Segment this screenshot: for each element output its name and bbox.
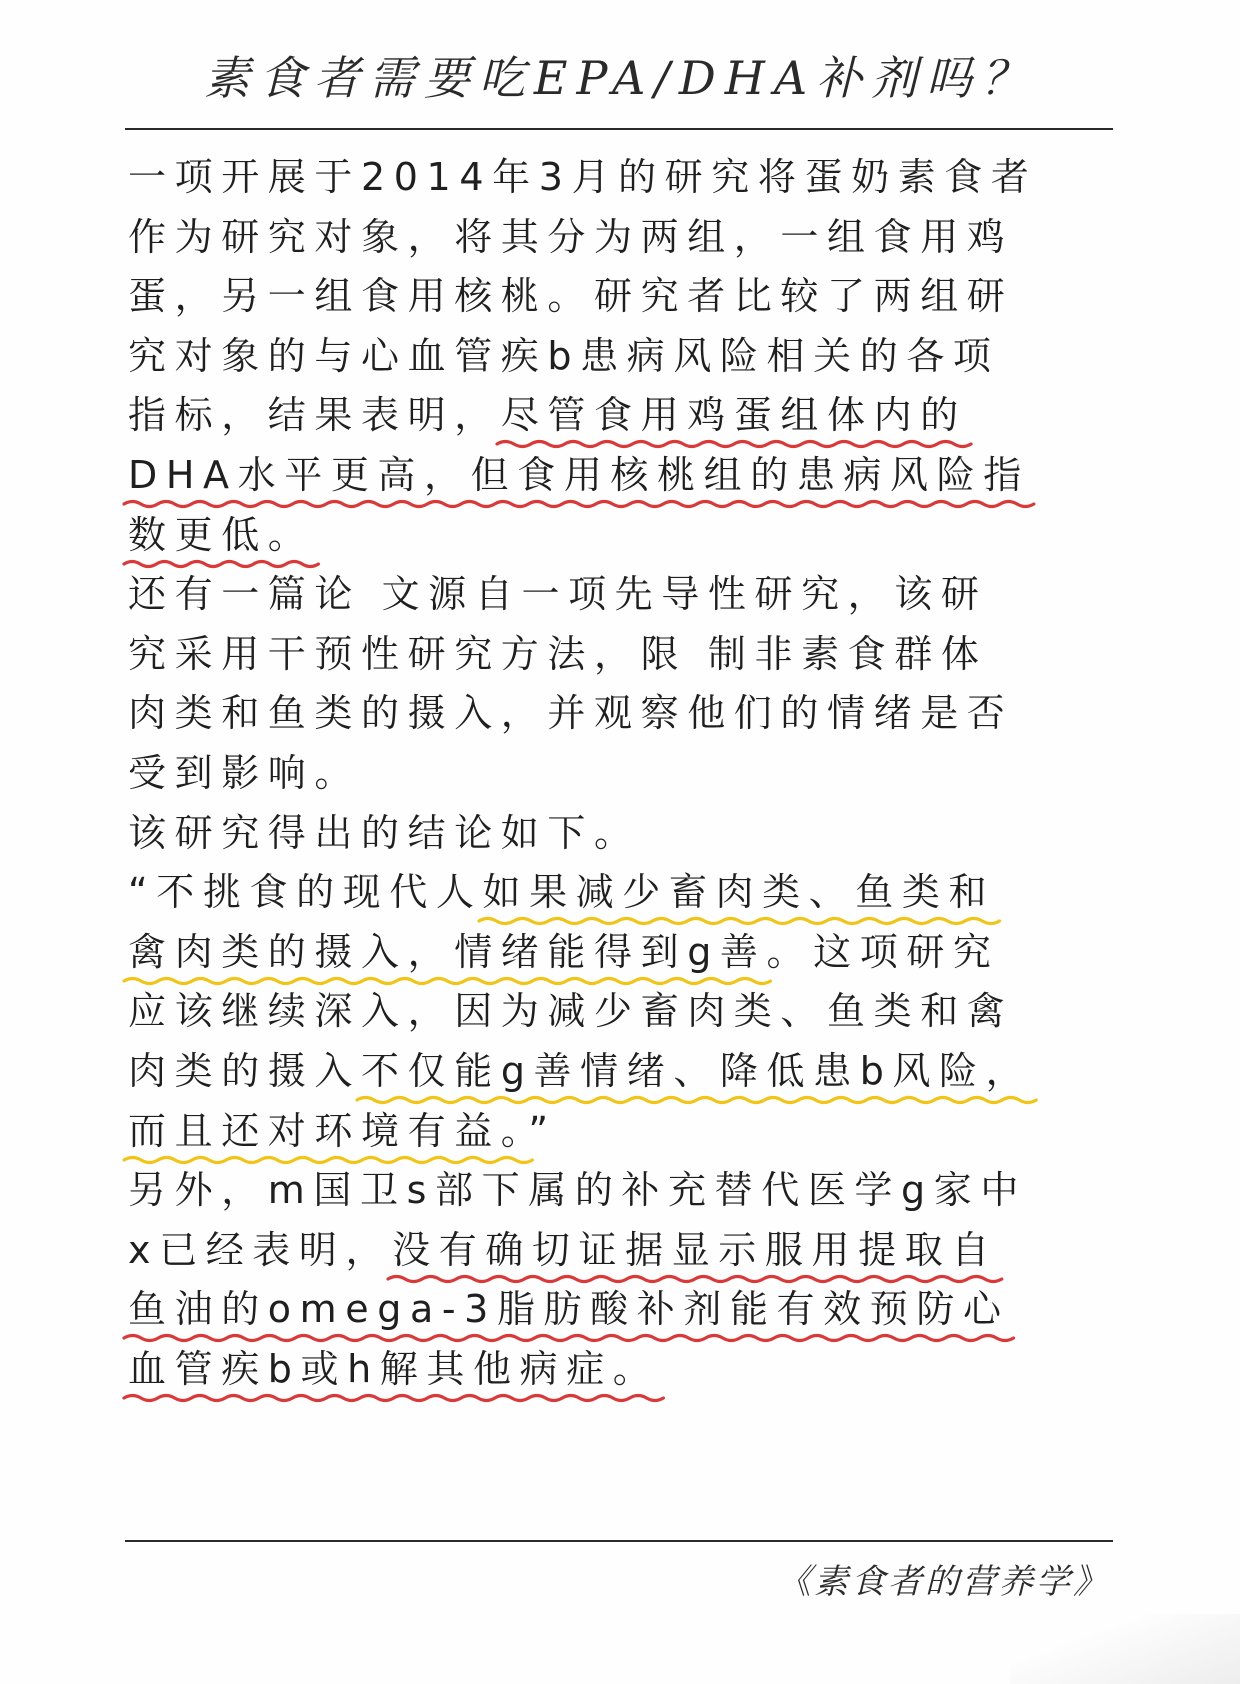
- text-segment: 还有一篇论 文源自一项先导性研究，该研: [128, 572, 988, 617]
- text-segment: 指标，结果表明，: [128, 393, 501, 438]
- red-underlined-text: DHA水平更高，但食用核桃组的患病风险指: [128, 453, 1030, 497]
- text-segment: 肉类和鱼类的摄入，并观察他们的情绪是否: [128, 691, 1014, 736]
- text-line: [128, 1046, 1032, 1096]
- text-line: [128, 1284, 1010, 1334]
- text-line: [128, 629, 987, 679]
- page-title: 素食者需要吃EPA/DHA补剂吗？: [203, 51, 1037, 105]
- text-line: [128, 510, 314, 560]
- text-line: [128, 390, 967, 440]
- text-segment: 作为研究对象，将其分为两组，一组食用鸡: [128, 214, 1014, 259]
- red-underlined-text: 鱼油的omega-3脂肪酸补剂能有效预防心: [128, 1287, 1010, 1331]
- source-citation: 《素食者的营养学》: [777, 1562, 1110, 1602]
- text-line: [128, 927, 1000, 977]
- text-segment: 另外，m国卫s部下属的补充替代医学g家中: [128, 1168, 1027, 1213]
- text-line: [128, 271, 1013, 321]
- red-underlined-text: 没有确切证据显示服用提取自: [392, 1228, 998, 1272]
- text-segment: 受到影响。: [128, 751, 362, 795]
- red-underline-stroke: [124, 1391, 663, 1405]
- text-segment: ”: [528, 1108, 557, 1153]
- top-divider: [125, 128, 1113, 130]
- text-segment: 究采用干预性研究方法，限 制非素食群体: [128, 631, 988, 676]
- text-line: [128, 569, 987, 619]
- text-segment: 应该继续深入，因为减少畜肉类、鱼类和禽: [128, 989, 1014, 1034]
- page-curl: [1010, 1614, 1240, 1684]
- text-segment: 蛋，另一组食用核桃。研究者比较了两组研: [128, 274, 1014, 319]
- text-line: [128, 212, 1013, 262]
- text-segment: 一项开展于2014年3月的研究将蛋奶素食者: [128, 155, 1038, 199]
- text-line: [128, 867, 995, 917]
- text-segment: 究对象的与心血管疾b患病风险相关的各项: [128, 333, 1000, 378]
- yellow-underlined-text: 禽肉类的摄入，情绪能得到g善: [128, 930, 767, 974]
- red-underlined-text: 尽管食用鸡蛋组体内的: [501, 393, 967, 437]
- bottom-divider: [125, 1540, 1113, 1542]
- yellow-underlined-text: 不仅能g善情绪、降低患b风险，: [361, 1049, 1032, 1093]
- text-segment: x已经表明，: [128, 1227, 393, 1272]
- text-line: [128, 1344, 659, 1394]
- text-line: [128, 450, 1030, 500]
- text-line: [128, 808, 641, 858]
- yellow-underlined-text: 如果减少畜肉类、鱼类和: [483, 870, 996, 914]
- text-line: [128, 748, 361, 798]
- text-line: [128, 986, 1013, 1036]
- text-segment: 该研究得出的结论如下。: [128, 810, 641, 855]
- text-line: [128, 331, 1000, 381]
- yellow-underlined-text: 而且还对环境有益。: [128, 1109, 528, 1153]
- text-line: [128, 688, 1013, 738]
- text-line: [128, 152, 1038, 202]
- text-segment: 。这项研究: [766, 929, 1000, 974]
- red-underlined-text: 血管疾b或h解其他病症。: [128, 1347, 659, 1391]
- text-line: [128, 1225, 998, 1275]
- text-segment: “不挑食的现代人: [128, 870, 483, 915]
- text-line: [128, 1165, 1027, 1215]
- red-underlined-text: 数更低。: [128, 513, 314, 557]
- text-segment: 肉类的摄入: [128, 1049, 362, 1093]
- text-line: [128, 1106, 557, 1156]
